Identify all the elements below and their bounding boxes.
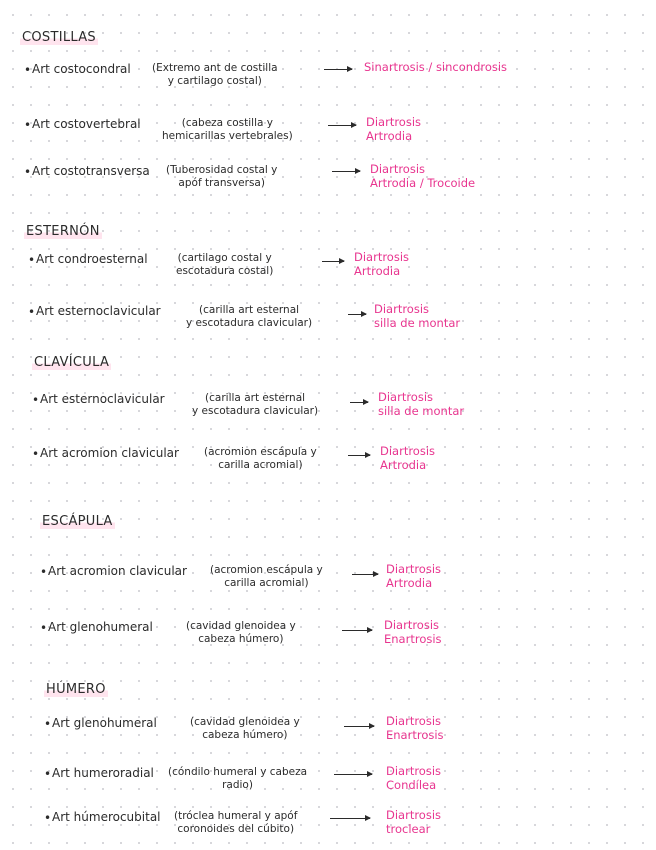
joint-classification: Diartrosis silla de montar <box>374 302 461 330</box>
joint-name: Art condroesternal <box>36 252 148 266</box>
arrow-icon <box>322 261 344 262</box>
section-heading-humero: HÚMERO <box>46 682 106 697</box>
arrow-icon <box>330 818 370 819</box>
bullet-icon: • <box>44 767 52 781</box>
arrow-icon <box>332 171 360 172</box>
joint-detail: (Extremo ant de costilla y cartilago costal) <box>152 62 278 87</box>
joint-classification: Diartrosis Enartrosis <box>386 714 444 742</box>
joint-detail: (cartilago costal y escotadura costal) <box>176 252 274 277</box>
joint-detail: (cavidad glenoidea y cabeza húmero) <box>190 716 300 741</box>
joint-detail: (carilla art esternal y escotadura clavicular) <box>192 392 319 417</box>
joint-classification: Sinartrosis / sincondrosis <box>364 60 508 74</box>
joint-classification: Diartrosis Artrodia / Trocoide <box>370 162 476 190</box>
bullet-icon: • <box>28 253 36 267</box>
bullet-icon: • <box>28 305 36 319</box>
bullet-icon: • <box>44 717 52 731</box>
arrow-icon <box>334 774 372 775</box>
bullet-icon: • <box>24 165 32 179</box>
joint-classification: Diartrosis Artrodia <box>354 250 410 278</box>
joint-detail: (tróclea humeral y apóf coronoides del cúbito) <box>174 810 298 835</box>
joint-detail: (Tuberosidad costal y apóf transversa) <box>166 164 278 189</box>
joint-detail: (carilla art esternal y escotadura clavicular) <box>186 304 313 329</box>
joint-classification: Diartrosis Artrodia <box>386 562 442 590</box>
joint-classification: Diartrosis troclear <box>386 808 442 836</box>
bullet-icon: • <box>40 565 48 579</box>
arrow-icon <box>348 455 370 456</box>
joint-name: Art costovertebral <box>32 117 141 131</box>
bullet-icon: • <box>24 118 32 132</box>
joint-name: Art humeroradial <box>52 766 154 780</box>
joint-detail: (cóndilo humeral y cabeza radio) <box>168 766 308 791</box>
joint-classification: Diartrosis Artrodia <box>380 444 436 472</box>
joint-name: Art acromion clavicular <box>48 564 187 578</box>
joint-classification: Diartrosis Enartrosis <box>384 618 442 646</box>
arrow-icon <box>342 630 372 631</box>
arrow-icon <box>352 574 378 575</box>
section-heading-clavicula: CLAVÍCULA <box>34 355 110 370</box>
joint-name: Art costocondral <box>32 62 131 76</box>
joint-name: Art acromion clavicular <box>40 446 179 460</box>
bullet-icon: • <box>40 621 48 635</box>
joint-classification: Diartrosis Condílea <box>386 764 442 792</box>
arrow-icon <box>324 69 352 70</box>
joint-name: Art esternoclavicular <box>36 304 161 318</box>
bullet-icon: • <box>24 63 32 77</box>
joint-detail: (cabeza costilla y hemicarillas vertebrales) <box>162 117 293 142</box>
section-heading-escapula: ESCÁPULA <box>42 514 113 529</box>
section-heading-costillas: COSTILLAS <box>22 30 96 45</box>
joint-detail: (cavidad glenoidea y cabeza húmero) <box>186 620 296 645</box>
joint-classification: Diartrosis silla de montar <box>378 390 465 418</box>
bullet-icon: • <box>32 393 40 407</box>
arrow-icon <box>348 314 366 315</box>
joint-name: Art húmerocubital <box>52 810 161 824</box>
bullet-icon: • <box>44 811 52 825</box>
arrow-icon <box>344 726 374 727</box>
joint-classification: Diartrosis Artrodia <box>366 115 422 143</box>
joint-name: Art esternoclavicular <box>40 392 165 406</box>
arrow-icon <box>328 125 356 126</box>
bullet-icon: • <box>32 447 40 461</box>
joint-name: Art glenohumeral <box>48 620 153 634</box>
arrow-icon <box>350 402 368 403</box>
joint-detail: (acromion escápula y carilla acromial) <box>204 446 317 471</box>
joint-detail: (acromion escápula y carilla acromial) <box>210 564 323 589</box>
section-heading-esternon: ESTERNÓN <box>26 224 100 239</box>
joint-name: Art costotransversa <box>32 164 150 178</box>
joint-name: Art glenohumeral <box>52 716 157 730</box>
